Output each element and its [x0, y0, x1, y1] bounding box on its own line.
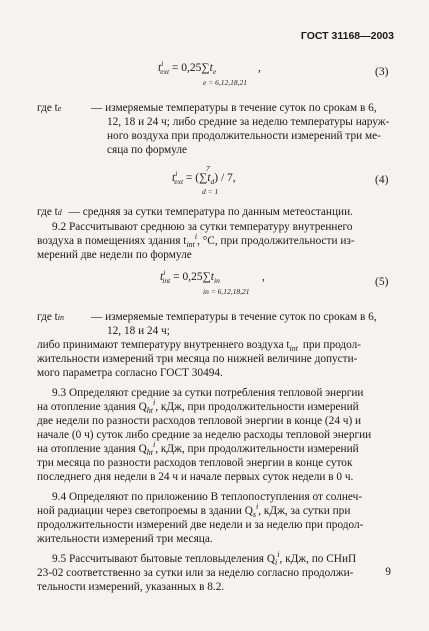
eq3-rhs-var-sub: e: [212, 67, 217, 76]
p5-sup-2: i: [152, 440, 156, 449]
p3-line-2: [37, 234, 355, 249]
p1-line-1-text: — измеряемые температуры в течение суток по срокам в 6,: [91, 102, 377, 114]
eq3-lhs-sub: ext: [160, 67, 170, 76]
p5-sub: ht: [146, 406, 153, 415]
p5-sup: i: [152, 398, 156, 407]
p4-line-1: [37, 310, 64, 325]
p2-line: [37, 205, 353, 220]
p5-text-c: на отопление здания Q: [37, 443, 147, 455]
p7-sub: i: [274, 558, 278, 567]
p4-sub-int: int: [289, 344, 298, 353]
p3-text-a: воздуха в помещениях здания t: [37, 235, 187, 247]
p5-line-7: последнего дня недели в 24 ч и начале первых суток недели в 0 ч.: [37, 471, 354, 483]
equation-3: [158, 59, 217, 76]
p3-sub: int: [186, 240, 195, 249]
eq4-lhs: t: [172, 172, 176, 184]
p4-text-a: либо принимают температуру внутреннего воздуха t: [37, 339, 290, 351]
p7-line-3: тельности измерений, указанных в 8.2.: [37, 581, 225, 593]
p4-text-b: при продол-: [302, 339, 362, 351]
p6-text-a: ной радиации через светопроемы в здании Q: [37, 505, 253, 517]
p4-line-3: [37, 338, 361, 353]
p3-line-1: 9.2 Рассчитывают среднюю за сутки температуру внутреннего: [52, 221, 353, 233]
eq5-rhs-var-sub: in: [213, 276, 220, 285]
p5-text-a: на отопление здания Q: [37, 401, 147, 413]
p3-line-3: мерений две недели по формуле: [37, 249, 192, 261]
p2-text: — средняя за сутки температура по данным метеостанции.: [68, 206, 353, 218]
eq4-tail: ) / 7,: [214, 172, 236, 184]
eq5-number: (5): [375, 276, 389, 288]
p6-line-1: 9.4 Определяют по приложению В теплопоступления от солнеч-: [52, 491, 363, 503]
p6-line-3: продолжительности измерений две недели и за неделю при продол-: [37, 519, 364, 531]
eq3-under: e = 6,12,18,21: [203, 78, 248, 87]
p1-prefix: где t: [37, 102, 58, 114]
p4-line-5: мого параметра согласно ГОСТ 30494.: [37, 367, 223, 379]
p6-line-2: ной радиации через светопроемы в здании $Q_s^i$, кДж, за сутки при: [37, 502, 351, 519]
p4-sub: in: [57, 313, 65, 322]
p5-text-b: , кДж, при продолжительности измерений: [155, 401, 359, 413]
eq5-comma: ,: [262, 271, 265, 283]
eq5-lhs: t: [160, 271, 164, 283]
p6-sub: s: [252, 510, 256, 519]
p3-sup: i: [194, 232, 198, 241]
p7-line-1: 9.5 Рассчитывают бытовые тепловыделения $Q_i^i$, кДж, по СНиП: [52, 550, 357, 567]
eq4-top: 7: [206, 164, 210, 173]
eq3-lhs: t: [158, 62, 162, 74]
eq5-rhs-var: t: [210, 271, 214, 283]
p5-sub-2: ht: [146, 448, 153, 457]
p5-text-d: , кДж, при продолжительности измерений: [155, 443, 359, 455]
p5-line-6: три месяца по разности расходов тепловой энергии в конце суток: [37, 457, 353, 469]
document-header: ГОСТ 31168—2003: [300, 30, 394, 42]
p5-line-1: 9.3 Определяют средние за сутки потребления тепловой энергии: [52, 387, 364, 399]
eq4-under: d = 1: [202, 187, 219, 196]
p1-sub: e: [57, 104, 62, 113]
p7-text-b: , кДж, по СНиП: [279, 553, 357, 565]
eq4-rhs: = (∑: [185, 172, 208, 184]
p5-line-2: [37, 400, 359, 415]
p6-line-4: жительности измерений три месяца.: [37, 533, 213, 545]
eq4-number: (4): [375, 174, 389, 186]
eq4-rhs-var-sub: d: [210, 177, 215, 186]
p2-prefix: где t: [37, 206, 58, 218]
eq3-comma: ,: [258, 62, 261, 74]
eq5-under: in = 6,12,18,21: [203, 287, 250, 296]
eq4-rhs-var: t: [207, 172, 211, 184]
eq3-lhs-sup: i: [161, 59, 164, 68]
p1-line-4: сяца по формуле: [107, 144, 188, 156]
eq3-rhs-coef: = 0,25∑: [171, 62, 210, 74]
eq4-lhs-sub: ext: [174, 177, 184, 186]
p1-line-3: ного воздуха при продолжительности измерений три ме-: [107, 130, 381, 142]
p3-text-b: , °С, при продолжительности из-: [197, 235, 355, 247]
eq3-number: (3): [375, 66, 389, 78]
equation-5: [160, 268, 220, 285]
p4-prefix: где t: [37, 311, 58, 323]
p4-line-1-text: — измеряемые температуры в течение суток по срокам в 6,: [91, 311, 377, 323]
p5-line-5: [37, 442, 359, 457]
p6-text-b: , кДж, за сутки при: [258, 505, 351, 517]
p4-line-2: 12, 18 и 24 ч;: [107, 325, 170, 337]
p1-line-2: 12, 18 и 24 ч; либо средние за неделю температуры наруж-: [107, 116, 390, 128]
eq5-lhs-sub: int: [162, 276, 171, 285]
p7-text-a: 9.5 Рассчитывают бытовые тепловыделения Q: [52, 553, 275, 565]
p7-line-2: 23-02 соответственно за сутки или за неделю согласно продолжи-: [37, 567, 354, 579]
eq3-rhs-var: t: [209, 62, 213, 74]
p5-line-4: начале (0 ч) суток либо средние за неделю расходы тепловой энергии: [37, 429, 372, 441]
eq5-rhs-coef: = 0,25∑: [173, 271, 211, 283]
eq5-lhs-sup: i: [163, 268, 166, 277]
equation-4: [172, 169, 236, 186]
eq4-lhs-sup: i: [175, 169, 178, 178]
p1-line-1: [37, 101, 61, 116]
p4-line-4: жительности измерений три месяца по нижней величине допусти-: [37, 353, 358, 365]
p2-sub: d: [57, 208, 62, 217]
p5-line-3: две недели по разности расходов тепловой энергии в конце (24 ч) и: [37, 415, 362, 427]
page-number: 9: [385, 566, 391, 578]
